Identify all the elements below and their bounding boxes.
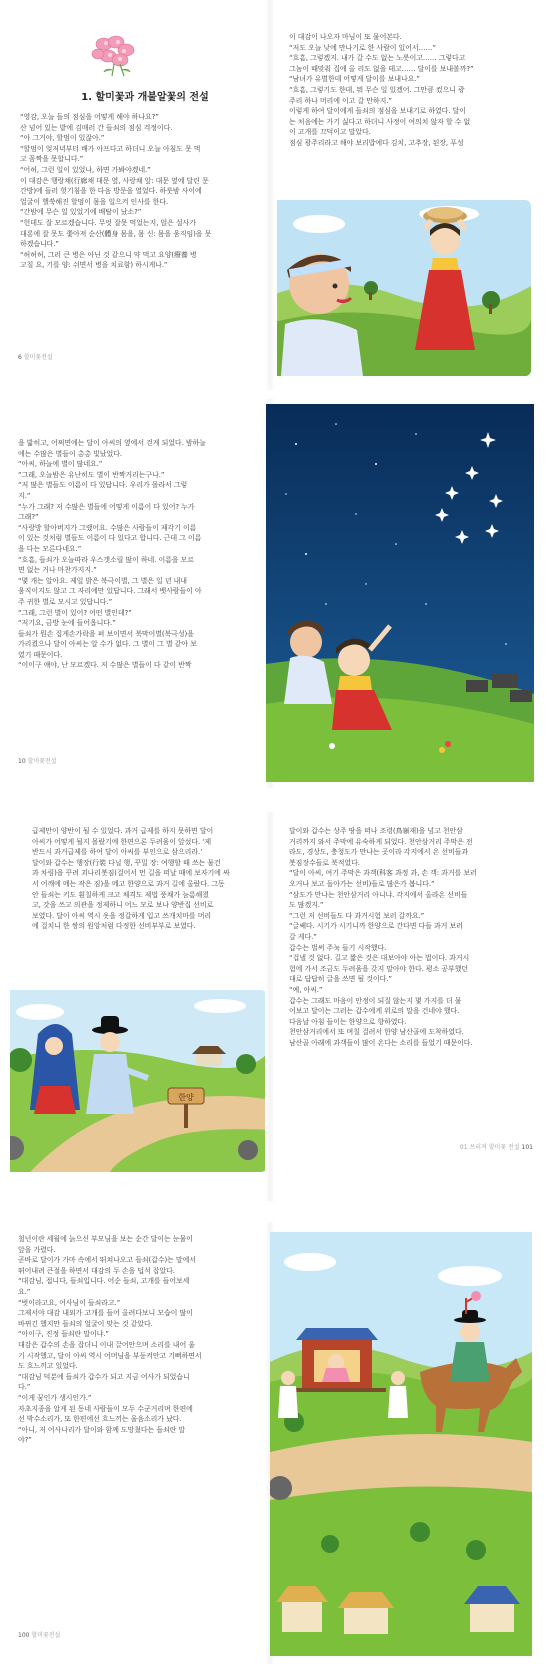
text-line: 는 처음에는 가기 싫다고 하더니 사정이 여의치 않자 할 수 없: [289, 117, 471, 126]
page-number: [18, 756, 57, 765]
text-line: 갑수는 벌써 주눅 들기 시작했다.: [289, 943, 387, 952]
text-line: “그래, 그런 별이 있어? 어떤 별인데?”: [18, 608, 132, 617]
text-line: “삼도가 만나는 천안삼거리 아니냐. 각지에서 올라온 선비들: [289, 890, 468, 899]
text-line: 달이와 갑수는 상주 땅을 떠나 조령(鳥嶺재)을 넘고 천안삼: [289, 827, 463, 835]
page-101: [277, 812, 540, 1202]
text-line: 거리까지 와서 주막에 유숙하게 되었다. 천안삼거리 주막은 전: [289, 837, 473, 846]
text-line: 고칠 요, 기를 양: 쉬면서 병을 치료함) 하시게나.”: [20, 261, 168, 270]
text-line: 선 박수소리가, 또 한편에선 흐느끼는 울음소리가 났다.: [18, 1415, 182, 1424]
text-line: 을 밟히고, 어쩌면에는 달이 아씨의 옆에서 걷게 되었다. 밤하늘: [18, 439, 206, 447]
spread-1: [0, 0, 550, 390]
text-line: 바뀌긴 했지만 들쇠의 얼굴이 맞는 것 같았다.: [18, 1319, 153, 1328]
running-head: 01 쓰러져 할미꽃 전설: [459, 1144, 520, 1151]
text-line: 에는 수많은 별들이 총총 빛났었다.: [18, 449, 122, 458]
text-line: 주 귀한 별로 모시고 있답니다.”: [18, 597, 113, 606]
text-line: 얼굴이 핼쑥해진 할멈이 몸을 일으켜 인사를 한다.: [20, 197, 169, 206]
text-line: 면 없는 거나 마찬가지지.”: [18, 566, 97, 575]
text-line: 가리켰으나 달이 아씨는 알 수가 없다. 그 별이 그 별 같아 보: [18, 640, 197, 649]
text-line: 지.”: [18, 491, 31, 500]
flower-icon: [84, 30, 144, 78]
text-line: 험에 가서 조금도 두려움을 갖지 말아야 한다. 평소 공부했던: [289, 964, 469, 973]
body-text: [32, 826, 264, 932]
text-line: 갈 게다.”: [289, 932, 317, 941]
text-line: “예, 아씨.”: [289, 985, 323, 994]
text-line: 이 고개를 끄덕이고 말았다.: [289, 128, 371, 137]
text-line: 기 시작했고, 달이 아씨 역시 어머님을 부둥켜안고 기뻐하면서: [18, 1351, 202, 1360]
page-number: [18, 1630, 60, 1639]
text-line: “사랑방 할아버지가 그랬어요. 수많은 사람들이 제각기 이름: [18, 523, 197, 532]
text-line: 도 많겠지.”: [289, 901, 324, 910]
gutter: [265, 812, 275, 1202]
text-line: “흐흠, 그렇기도 한데, 뭐 무슨 일 있겠어. 그만큼 컸으니 광: [289, 85, 465, 94]
text-line: 안 들쇠는 키도 훤칠하게 크고 체격도 제법 풍채가 늠름해졌: [32, 890, 209, 899]
sign-text: 한양: [178, 1093, 194, 1102]
text-line: 고 꼼짝을 못합니다.”: [20, 155, 84, 164]
page-number: [18, 352, 53, 361]
text-line: 대롱에 잘 못도 쫓아져 순산(體身 몸을, 몸 신: 몸을 움직임)을 못: [20, 229, 212, 238]
spread-2: [0, 398, 550, 788]
text-line: 대감은 갑수의 손을 잡더니 이내 끌어안으며 소리를 내어 울: [18, 1340, 195, 1349]
text-line: 다음날 아침 들이는 한양으로 향하였다.: [289, 1017, 407, 1026]
text-line: 간방)에 들러 헛기침을 한 다음 방문을 열었다. 하룻밤 사이에: [20, 187, 202, 196]
body-text: [289, 826, 531, 1048]
page-10: [10, 398, 273, 788]
text-line: “몇 개는 알아요. 제일 밝은 북극이별, 그 별은 일 년 내내: [18, 576, 187, 585]
text-line: 서 어깨에 메는 작은 짐)을 메고 한양으로 과거 길에 올랐다. 그동: [32, 879, 225, 888]
text-line: “벗이라고요, 어사님이 들쇠라고.”: [18, 1298, 121, 1307]
running-head: 할미꽃전설: [27, 758, 57, 765]
text-line: 철넌이란 세월에 늙으신 부모님을 보는 순간 달이는 눈물이: [18, 1235, 193, 1243]
text-line: “저기요, 금방 눈에 들어옵니다.”: [18, 619, 116, 628]
page-7: [277, 0, 540, 390]
text-line: “영감, 오늘 들의 점심을 어떻게 해야 하나요?”: [20, 113, 159, 121]
text-line: 오거나 보고 돌아가는 선비)들로 많은가 봅니다.”: [289, 879, 435, 888]
illustration-road-to-hanyang: [10, 990, 270, 1172]
text-line: “아씨, 하늘에 별이 많네요.”: [18, 460, 103, 469]
text-line: 그래?”: [18, 513, 39, 522]
text-line: 다.”: [18, 1383, 31, 1392]
text-line: 들쇠가 뭔손 집게손가락을 펴 보이면서 북막이별(북극성)을: [18, 629, 194, 638]
text-line: 요.”: [18, 1287, 31, 1296]
text-line: 달이와 갑수는 행장(行裝 다닐 행, 꾸밀 장: 여행할 때 쓰는 물건: [32, 858, 221, 867]
text-line: 급제만이 양반이 될 수 있었다. 과거 급제를 하지 못하면 달이: [32, 827, 214, 835]
text-line: 천안삼거리에서 또 며칠 걸려서 한양 남산골에 도착하였다.: [289, 1028, 464, 1037]
text-line: “그래, 오늘밤은 유난히도 별이 반짝거리는구나.”: [18, 470, 165, 479]
page-11: [266, 398, 534, 788]
text-line: 어보고 달이는 그러는 갑수에게 위로의 말을 건네야 했다.: [289, 1007, 460, 1016]
text-line: “대감님 덕분에 들쇠가 갑수가 되고 지금 어사가 되었습니: [18, 1372, 190, 1381]
page-number-value: 100: [18, 1632, 30, 1639]
text-line: 과 차림)을 꾸려 괴나리봇짐(걸어서 먼 길을 떠날 때에 보자기에 싸: [32, 869, 230, 878]
text-line: 이 있는 것처럼 별들도 이름이 다 있다고 합니다. 근데 그 이름: [18, 534, 202, 543]
page-100a: [10, 812, 273, 1202]
body-text: [289, 32, 529, 149]
text-line: 이 대감이 나오자 마님이 또 물어본다.: [289, 33, 402, 41]
text-line: “저 많은 별들도 이름이 다 있답니다. 우리가 몰라서 그렇: [18, 481, 188, 490]
page-number: [437, 1142, 533, 1151]
text-line: 고, 갓을 쓰고 의관을 정제하니 어느 모로 보나 양반집 선비로: [32, 901, 214, 910]
text-line: 야?”: [18, 1436, 32, 1445]
text-line: “남녀가 유별한데 어떻게 달이를 보내나요.”: [289, 75, 420, 84]
page-100: [10, 1222, 273, 1664]
text-line: 이렇게 하여 달이에게 들쇠의 점심을 보내기로 하였다. 달이: [289, 107, 466, 116]
text-line: “그런 저 선비들도 다 과거시험 보러 갈까요.”: [289, 911, 425, 920]
page-number-value: 101: [521, 1144, 533, 1151]
text-line: 봇짐장수들로 북적였다.: [289, 858, 360, 867]
illustration-field-lunch: [277, 200, 531, 376]
running-head: 할미꽃전설: [31, 1632, 61, 1639]
spread-4: [0, 1222, 550, 1664]
body-text: [18, 1234, 264, 1446]
text-line: 갑수는 그래도 마음이 안정이 되질 않는지 몇 가지를 더 물: [289, 996, 462, 1005]
illustration-procession: [270, 1232, 532, 1656]
text-line: 주리 하나 머리에 이고 갈 만하지.”: [289, 96, 392, 105]
page-number-value: 6: [18, 354, 22, 361]
body-text: [20, 112, 260, 271]
text-line: 남산골 아래에 과객들이 많이 온다는 소리를 들었기 때문이다.: [289, 1038, 473, 1047]
text-line: “아니, 저 어사나리가 달이와 함께 도망쳤다는 들쇠란 말: [18, 1425, 186, 1434]
text-line: “어허, 그런 일이 있었나, 하면 가봐야겠네.”: [20, 165, 151, 174]
text-line: 도 흐느끼고 있었다.: [18, 1362, 78, 1371]
illustration-star-night: [266, 404, 534, 782]
text-line: 자초지종을 알게 된 동네 사람들이 모두 수군거리며 한편에: [18, 1404, 193, 1413]
text-line: “누가 그래? 저 수많은 별들에 어떻게 이름이 다 있어? 누가: [18, 502, 195, 511]
text-line: “저도 오늘 낮에 만나기로 한 사람이 있어서……”: [289, 43, 436, 52]
text-line: 아씨가 어떻게 될지 몰랐기에 한편으론 두려움이 앞섰다. ‘제: [32, 837, 212, 846]
text-line: “허허허, 그러 큰 병은 아닌 것 같으니 약 먹고 요양(療養 병: [20, 250, 197, 259]
text-line: 뛰어내려 큰절을 하면서 대감의 두 손을 덥석 잡았다.: [18, 1266, 175, 1275]
text-line: 그제서야 대감 내외가 고개를 들어 올려다보니 모습이 많이: [18, 1309, 193, 1318]
text-line: “이이구 얘야, 난 모르겠다. 저 수많은 별들이 다 같이 반짝: [18, 661, 192, 670]
text-line: 점심 광주리라고 해야 보리밥에다 김치, 고추장, 된장, 푸성: [289, 138, 464, 147]
body-text: [18, 438, 264, 671]
text-line: “흐흠, 그렇겠지. 내가 갈 수도 없는 노릇이고…… 그렇다고: [289, 54, 466, 63]
text-line: 이 대감은 행랑채(行廊채 대문 옆, 사랑채 앞: 대문 옆에 달린 문: [20, 176, 209, 185]
page-6: [10, 0, 273, 390]
text-line: 반드시 과거급제를 하여 달이 아씨를 부인으로 삼으리라.’: [32, 848, 203, 857]
text-line: 앞을 가렸다.: [18, 1245, 56, 1254]
text-line: 산 넘어 있는 밭에 김매러 간 들쇠의 점심 걱정이다.: [20, 123, 173, 132]
page-101b: [266, 1222, 538, 1664]
text-line: 그놈이 때맞춰 집에 올 리도 없을 테고…… 달이를 보내볼까?”: [289, 64, 474, 73]
text-line: “겁낼 것 없다. 길고 짧은 것은 대보아야 아는 법이다. 과거시: [289, 954, 470, 963]
text-line: 곧바로 달이가 가마 속에서 뛰쳐나오고 들쇠(갑수)는 말에서: [18, 1256, 196, 1265]
text-line: “간밤에 무슨 일 있었기에 배탈이 났소?”: [20, 208, 142, 217]
running-head: 할미꽃전설: [23, 354, 53, 361]
text-line: 하겠습니다.”: [20, 240, 59, 249]
gutter: [265, 0, 275, 390]
text-line: “대감님, 접니다, 들쇠입니다. 어순 들쇠, 고개를 들어보세: [18, 1277, 190, 1286]
text-line: “헌데도 잘 모르겠습니다. 무엇 잘못 먹었는지, 얹은 설사가: [20, 218, 196, 227]
text-line: 을 다는 모른다네요.”: [18, 544, 82, 553]
chapter-title: 1. 할미꽃과 개불알꽃의 전설: [81, 92, 209, 103]
text-line: “달이 아씨, 여기 주막은 과객(科客 과정 과, 손 객: 과거를 보러: [289, 869, 477, 878]
text-line: 라도, 경상도, 충청도가 만나는 곳이라 각지에서 온 선비들과: [289, 848, 469, 857]
page-number-value: 10: [18, 758, 26, 765]
text-line: “아 그거야, 할멈이 있잖아.”: [20, 134, 105, 143]
text-line: 움직이지도 않고 그 자리에만 있답니다. 그래서 뱃사람들이 아: [18, 587, 202, 596]
text-line: “할멈이 엊저녁부터 배가 아프다고 하더니 오늘 아침도 못 먹: [20, 144, 201, 153]
text-line: “흐흠, 들쇠가 오늘따라 우스갯소릴 많이 하네. 이름을 모르: [18, 555, 194, 564]
text-line: “글쎄다. 시기가 시기니까 한양으로 간다면 다들 과거 보러: [289, 922, 463, 931]
text-line: 대로 답답히 글을 쓰면 될 것이다.”: [289, 975, 392, 984]
spread-3: [0, 812, 550, 1202]
text-line: 보였다. 달이 아씨 역시 옷을 정갈하게 입고 쓰개치마를 머리: [32, 911, 212, 920]
text-line: 에 걸치니 한 쌍의 원앙처럼 다정한 선비부부로 보였다.: [32, 922, 196, 931]
text-line: “아이구, 진정 들쇠란 말이냐.”: [18, 1330, 109, 1339]
text-line: “이게 꿈인가 생시인가.”: [18, 1393, 92, 1402]
text-line: 였기 때문이다.: [18, 650, 63, 659]
